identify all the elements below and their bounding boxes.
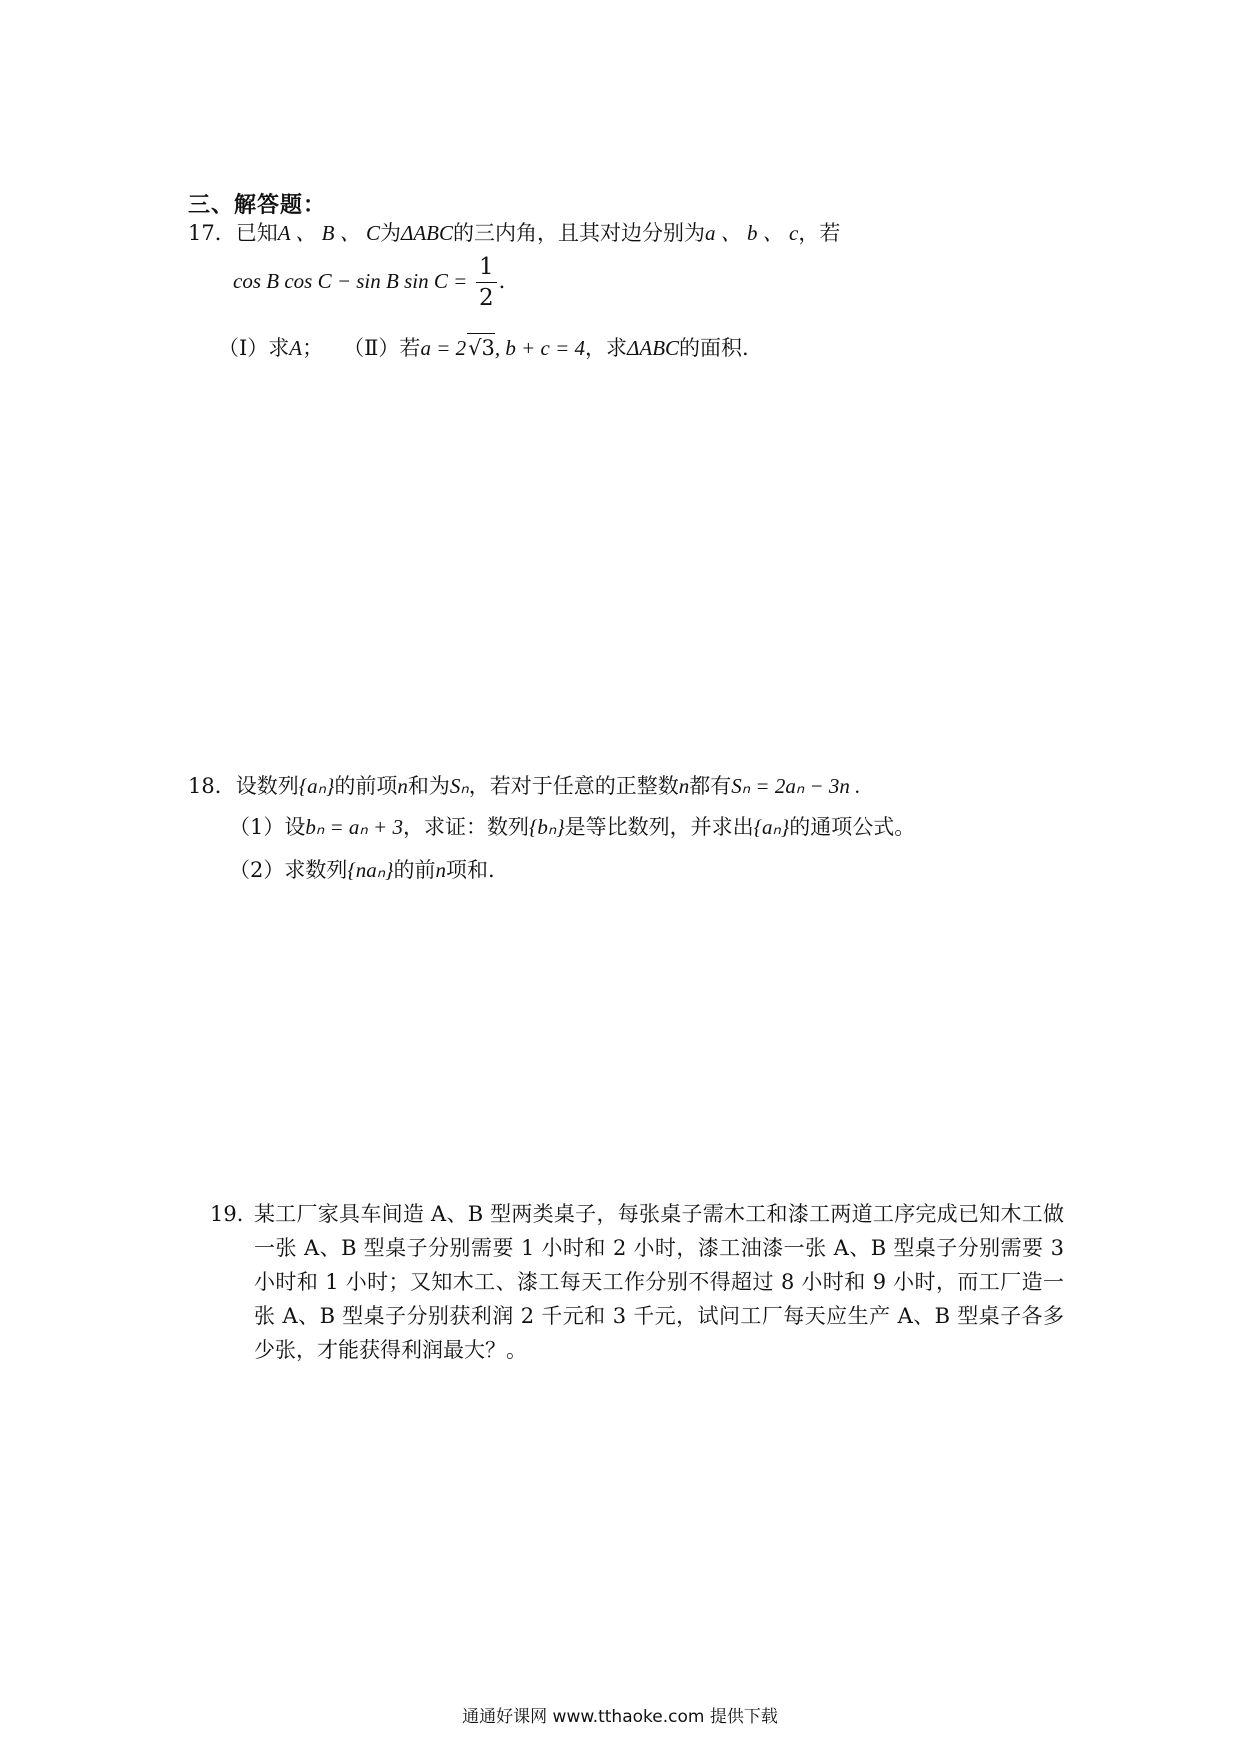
q18-sequence-a: {aₙ} [298, 774, 335, 798]
q18-text: 项和. [446, 858, 495, 882]
q18-sequence-a: {aₙ} [753, 815, 790, 839]
q18-text: 都有 [689, 774, 732, 798]
q17-equation [233, 250, 505, 313]
q19-text: 某工厂家具车间造 A、B 型两类桌子，每张桌子需木工和漆工两道工序完成已知木工做一张 A、B 型桌子分别需要 1 小时和 2 小时，漆工油漆一张 A、B 型桌子分别需要 3 小时和 1 小时；又知木工、漆工每天工作分别不得超过 8 小时和 9 小时，而工厂造一张 A、B 型桌子分别获利润 2 千元和 3 千元，试问工厂每天应生产 A、B 型桌子各多少张，才能获得利润最大？。 [254, 1202, 1064, 1362]
q18-text: ，若对于任意的正整数 [468, 774, 679, 798]
q17-triangle: ΔABC [401, 221, 454, 245]
q18-part2-label: （2）求数列 [229, 858, 348, 882]
q18-text: 的前 [393, 858, 436, 882]
q17-part2-expr2: , b + c = 4 [494, 336, 586, 360]
q17-text: 为 [380, 221, 402, 245]
q18-var-n: n [678, 774, 690, 798]
q18-part1-equation: bₙ = aₙ + 3 [305, 815, 403, 839]
q18-text: 的前项 [334, 774, 398, 798]
q17-text: 的三内角，且其对边分别为 [453, 221, 706, 245]
q18-part1-label: （1）设 [229, 815, 306, 839]
q17-side-vars: a 、 b 、 c [705, 221, 799, 245]
q17-fraction-numerator: 1 [476, 252, 497, 283]
q18-sequence-b: {bₙ} [528, 815, 565, 839]
q17-part1-label: （Ⅰ）求 [218, 336, 290, 360]
q17-fraction [476, 252, 497, 313]
section-title: 三、解答题： [188, 193, 327, 218]
q17-parts [218, 333, 749, 362]
q18-number: 18． [188, 774, 236, 798]
q17-number: 17． [188, 221, 236, 245]
q17-part1-end: ； [302, 336, 324, 360]
q17-equation-left: cos B cos C − sin B sin C = [233, 269, 468, 293]
q17-text: ，若 [798, 221, 841, 245]
q18-var-n: n [397, 774, 408, 798]
q18-text: 设数列 [235, 774, 299, 798]
q18-var-S: Sₙ [449, 774, 469, 798]
q17-part2-label: （Ⅱ）若 [343, 336, 421, 360]
q18-text: ，求证：数列 [402, 815, 529, 839]
q18-equation: Sₙ = 2aₙ − 3n . [731, 774, 861, 798]
q18-part1 [229, 813, 915, 841]
q17-equation-end: . [498, 269, 506, 293]
q18-text: 是等比数列，并求出 [564, 815, 754, 839]
q17-part1-var: A [289, 336, 303, 360]
sqrt-symbol: √3 [467, 333, 495, 362]
q19-paragraph [210, 1197, 1064, 1367]
q17-line1 [188, 219, 840, 247]
q18-var-n: n [435, 858, 447, 882]
q18-sequence-na: {naₙ} [347, 858, 394, 882]
q17-fraction-denominator: 2 [478, 285, 494, 311]
q17-text: 已知 [235, 221, 278, 245]
q17-part2-triangle: ΔABC [627, 336, 680, 360]
q17-angle-vars: A 、 B 、 C [277, 221, 381, 245]
q17-sqrt-value: 3 [481, 336, 495, 360]
q18-part2 [229, 856, 495, 884]
q17-part2-expr: a = 2 [420, 336, 467, 360]
page-footer: 通通好课网 www.tthaoke.com 提供下载 [462, 1707, 778, 1727]
q19-number: 19． [210, 1202, 258, 1226]
q18-text: 和为 [407, 774, 450, 798]
q17-part2-mid: ，求 [585, 336, 628, 360]
q18-text: 的通项公式。 [789, 815, 916, 839]
q18-line1 [188, 772, 860, 800]
q17-part2-end: 的面积. [679, 336, 749, 360]
